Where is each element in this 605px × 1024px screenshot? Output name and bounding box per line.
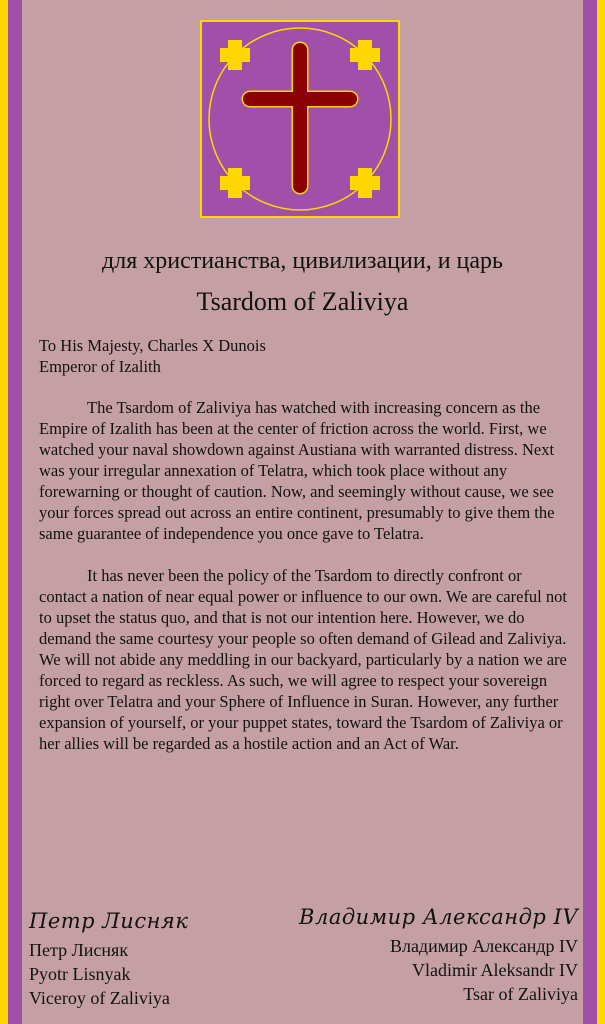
- letter-paragraph: The Tsardom of Zaliviya has watched with increasing concern as the Empire of Izalith has been at the center of friction across the world. First, we watched your naval showdown against Austiana with warranted distress. Next was your irregular annexation of Telatra, which took place without any forewarning or thought of caution. Now, and seemingly without cause, we see your forces spread out across an entire continent, presumably to give them the same guarantee of independence you once gave to Telatra.: [39, 398, 555, 543]
- left-border-yellow-stripe: [0, 0, 8, 1024]
- signatory-right-name-latin: Vladimir Aleksandr IV: [412, 960, 578, 980]
- right-border-purple-stripe: [583, 0, 597, 1024]
- signatory-left-name-cyrillic: Петр Лисняк: [29, 940, 129, 960]
- right-border-yellow-stripe: [597, 0, 605, 1024]
- signature-left: Петр Лисняк: [29, 909, 189, 933]
- left-border: [0, 0, 22, 1024]
- recipient-line-title: Emperor of Izalith: [39, 357, 161, 376]
- recipient-line-name: To His Majesty, Charles X Dunois: [39, 336, 266, 355]
- page-title: Tsardom of Zaliviya: [196, 287, 409, 316]
- signatory-right-name-cyrillic: Владимир Александр IV: [389, 936, 578, 956]
- signature-right: Владимир Александр IV: [299, 905, 578, 929]
- signatory-left-name-latin: Pyotr Lisnyak: [29, 964, 131, 984]
- left-border-purple-stripe: [8, 0, 22, 1024]
- signatory-right: [299, 902, 578, 1006]
- signatory-right-title: Tsar of Zaliviya: [463, 984, 578, 1004]
- motto: для христианства, цивилизации, и царь: [102, 248, 503, 274]
- signatory-left-title: Viceroy of Zaliviya: [29, 988, 170, 1008]
- recipient-address: [39, 335, 266, 377]
- right-border: [583, 0, 605, 1024]
- orthodox-cross-icon: [200, 20, 400, 218]
- letter-paragraph: It has never been the policy of the Tsardom to directly confront or contact a nation of near equal power or influence to our own. We are careful not to upset the status quo, and that is not our intention here. However, we do demand the same courtesy your people so often demand of Gilead and Zaliviya. We will not abide any meddling in our backyard, particularly by a nation we are forced to regard as reckless. As such, we will agree to respect your sovereign right over Telatra and your Sphere of Influence in Suran. However, any further expansion of yourself, or your puppet states, toward the Tsardom of Zaliviya or her allies will be regarded as a hostile action and an Act of War.: [39, 566, 567, 753]
- emblem: [200, 20, 400, 218]
- signatory-left: [29, 906, 188, 1010]
- letter-body: [39, 397, 567, 775]
